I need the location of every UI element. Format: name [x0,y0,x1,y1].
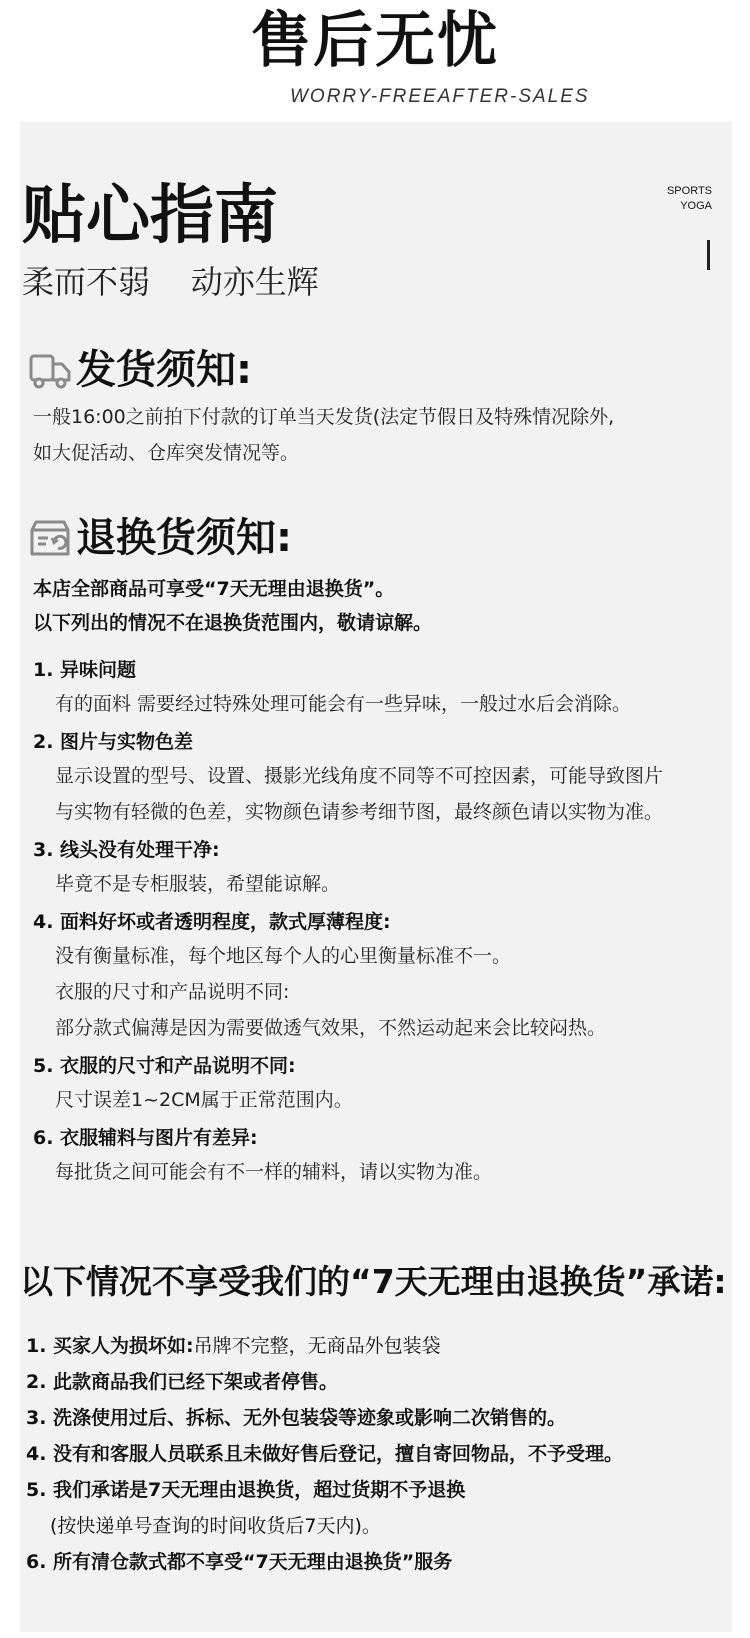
shipping-title: 发货须知: [76,347,252,393]
promise-item-bold: 5. 我们承诺是7天无理由退换货，超过货期不予退换 [26,1479,466,1501]
list-item [26,1472,726,1544]
returns-intro-1: 本店全部商品可享受“7天无理由退换货”。 [33,578,395,600]
promise-item-bold: 4. 没有和客服人员联系且未做好售后登记，擅自寄回物品，不予受理。 [26,1443,624,1465]
returns-intro-2: 以下列出的情况不在退换货范围内，敬请谅解。 [33,612,433,634]
guide-title: 贴心指南 [22,179,278,253]
list-item-line: 部分款式偏薄是因为需要做透气效果，不然运动起来会比较闷热。 [55,1017,607,1039]
shipping-heading [28,346,252,394]
promise-item-continuation: (按快递单号查询的时间收货后7天内)。 [50,1515,381,1537]
list-item-title: 3. 线头没有处理干净: [33,839,220,861]
promise-item-normal: 吊牌不完整，无商品外包装袋 [193,1335,441,1357]
list-item [26,1544,726,1580]
brand-line-yoga: YOGA [680,200,712,212]
shipping-line-1: 一般16:00之前拍下付款的订单当天发货(法定节假日及特殊情况除外, [33,406,615,428]
list-item-line: 有的面料 需要经过特殊处理可能会有一些异味，一般过水后会消除。 [55,693,632,715]
list-item [26,1364,726,1400]
returns-heading [28,514,292,562]
guide-slogan: 柔而不弱 动亦生辉 [22,263,319,301]
list-item [33,1122,723,1190]
list-item-line: 毕竟不是专柜服装，希望能谅解。 [55,873,341,895]
list-item-title: 2. 图片与实物色差 [33,731,194,753]
list-item [33,906,723,1046]
list-item [26,1436,726,1472]
return-box-icon [28,516,72,560]
promise-item-bold: 2. 此款商品我们已经下架或者停售。 [26,1371,339,1393]
shipping-line-2: 如大促活动、仓库突发情况等。 [33,442,300,464]
promise-item-bold: 1. 买家人为损坏如: [26,1335,194,1357]
list-item-title: 6. 衣服辅料与图片有差异: [33,1127,258,1149]
list-item-title: 5. 衣服的尺寸和产品说明不同: [33,1055,296,1077]
delivery-truck-icon [28,348,72,392]
list-item-line: 与实物有轻微的色差，实物颜色请参考细节图，最终颜色请以实物为准。 [55,801,664,823]
brand-divider [707,240,710,270]
returns-title: 退换货须知: [76,515,292,561]
brand-tag [650,184,712,214]
list-item [26,1328,726,1364]
list-item [33,726,723,830]
list-item [26,1400,726,1436]
list-item [33,654,723,722]
returns-list [33,650,723,1190]
list-item-line: 每批货之间可能会有不一样的辅料，请以实物为准。 [55,1161,493,1183]
list-item-title: 1. 异味问题 [33,659,137,681]
promise-item-bold: 3. 洗涤使用过后、拆标、无外包装袋等迹象或影响二次销售的。 [26,1407,567,1429]
list-item-line: 没有衡量标准，每个地区每个人的心里衡量标准不一。 [55,945,512,967]
list-item-line: 尺寸误差1~2CM属于正常范围内。 [55,1089,353,1111]
promise-list [26,1328,726,1580]
header-title: 售后无忧 [251,6,499,76]
list-item-line: 显示设置的型号、设置、摄影光线角度不同等不可控因素，可能导致图片 [55,765,664,787]
list-item-title: 4. 面料好坏或者透明程度，款式厚薄程度: [33,911,391,933]
list-item [33,1050,723,1118]
brand-line-sports: SPORTS [666,185,712,197]
list-item-line: 衣服的尺寸和产品说明不同: [55,981,290,1003]
header-subtitle: WORRY-FREEAFTER-SALES [290,86,590,107]
promise-title: 以下情况不享受我们的“7天无理由退换货”承诺: [20,1262,727,1301]
list-item [33,834,723,902]
promise-item-bold: 6. 所有清仓款式都不享受“7天无理由退换货”服务 [26,1551,453,1573]
